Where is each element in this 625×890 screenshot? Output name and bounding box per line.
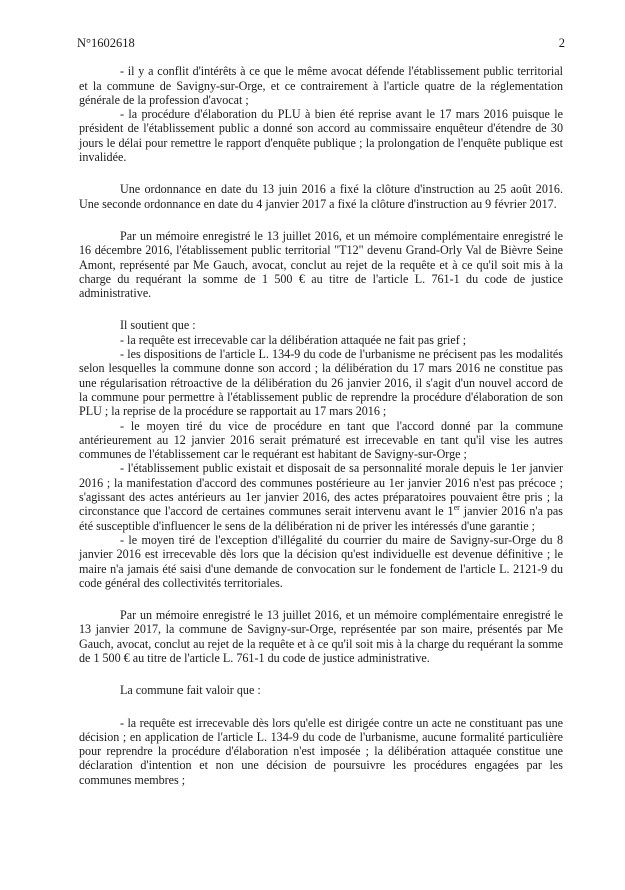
paragraph-conflict-of-interest: - il y a conflit d'intérêts à ce que le même avocat défende l'établissement public territorial et la commune de Savigny-sur-Orge, et ce contrairement à l'article quatre de la réglementation générale de la profession d'avocat ; <box>79 64 563 107</box>
text-run: janvier 2016 n'a pas été susceptible d'influencer le sens de la délibération ni de priver les intéressés d'une garantie ; <box>79 504 563 533</box>
paragraph-article-l134-9: - les dispositions de l'article L. 134-9 du code de l'urbanisme ne précisent pas les modalités selon lesquelles la commune donne son accord ; la délibération du 17 mars 2016 ne constitue pas une régularisation rétroactive de la délibération du 26 janvier 2016, il s'agit d'un nouvel accord de la commune pour permettre à l'établissement public de reprendre la procédure d'élaboration de son PLU ; la reprise de la procédure se rapportait au 17 mars 2016 ; <box>79 347 563 419</box>
paragraph-personnalite-morale <box>79 461 563 532</box>
paragraph-vice-procedure: - le moyen tiré du vice de procédure en tant que l'accord donné par la commune antérieurement au 12 janvier 2016 serait prématuré est irrecevable en tant qu'il vise les autres communes de l'établissement car le requérant est habitant de Savigny-sur-Orge ; <box>79 418 563 462</box>
paragraph-exception-illegalite: - le moyen tiré de l'exception d'illégalité du courrier du maire de Savigny-sur-Orge du 8 janvier 2016 est irrecevable dès lors que la décision qu'est individuelle est devenue définitive ; le maire n'a jamais été saisi d'une demande de convocation sur le fondement de l'article L. 2121-9 du code général des collectivités territoriales. <box>79 532 563 590</box>
paragraph-irrecevable-acte: - la requête est irrecevable dès lors qu'elle est dirigée contre un acte ne constituant pas une décision ; en application de l'article L. 134-9 du code de l'urbanisme, aucune formalité particulière pour reprendre la procédure d'élaboration n'est imposée ; la délibération attaquée constitue une déclaration d'intention et non une décision de poursuivre les procédures engagées par les communes membres ; <box>79 715 563 787</box>
paragraph-plu-procedure: - la procédure d'élaboration du PLU à bien été reprise avant le 17 mars 2016 puisque le président de l'établissement public a donné son accord au commissaire enquêteur d'étendre de 30 jours le délai pour remettre le rapport d'enquête publique ; la prolongation de l'enquête publique est invalidée. <box>79 107 563 165</box>
paragraph-commune-fait-valoir: La commune fait valoir que : <box>120 683 261 698</box>
superscript: er <box>453 503 460 513</box>
text-run: - l'établissement public existait et disposait de sa personnalité morale depuis le 1er janvier 2016 ; la manifestation d'accord des communes postérieure au 1er janvier 2016 n'est pas précoce ; s'agissant des actes antérieurs au 1er janvier 2016, des actes préparatoires pouvaient être pris ; la circonstance que l'accord de certaines communes serait intervenu avant le 1 <box>79 461 563 519</box>
page-header <box>79 36 563 50</box>
paragraph-ordonnances: Une ordonnance en date du 13 juin 2016 a fixé la clôture d'instruction au 25 août 2016. Une seconde ordonnance en date du 4 janvier 2017 a fixé la clôture d'instruction au 9 février 2017. <box>79 182 563 211</box>
paragraph-irrecevable-grief: - la requête est irrecevable car la délibération attaquée ne fait pas grief ; <box>120 332 467 347</box>
document-number: N°1602618 <box>77 36 135 50</box>
page-number: 2 <box>558 36 565 50</box>
paragraph-il-soutient: Il soutient que : <box>120 318 196 333</box>
paragraph-memoire-commune: Par un mémoire enregistré le 13 juillet 2016, et un mémoire complémentaire enregistré le 13 janvier 2017, la commune de Savigny-sur-Orge, représentée par son maire, présentés par Me Gauch, avocat, conclut au rejet de la requête et à ce qu'il soit mis à la charge du requérant la somme de 1 500 € au titre de l'article L. 761-1 du code de justice administrative. <box>79 608 563 665</box>
paragraph-memoire-etablissement: Par un mémoire enregistré le 13 juillet 2016, et un mémoire complémentaire enregistré le 16 décembre 2016, l'établissement public territorial "T12" devenu Grand-Orly Val de Bièvre Seine Amont, représenté par Me Gauch, avocat, conclut au rejet de la requête et à ce qu'il soit mis à la charge du requérant la somme de 1 500 € au titre de l'article L. 761-1 du code de justice administrative. <box>79 228 563 301</box>
